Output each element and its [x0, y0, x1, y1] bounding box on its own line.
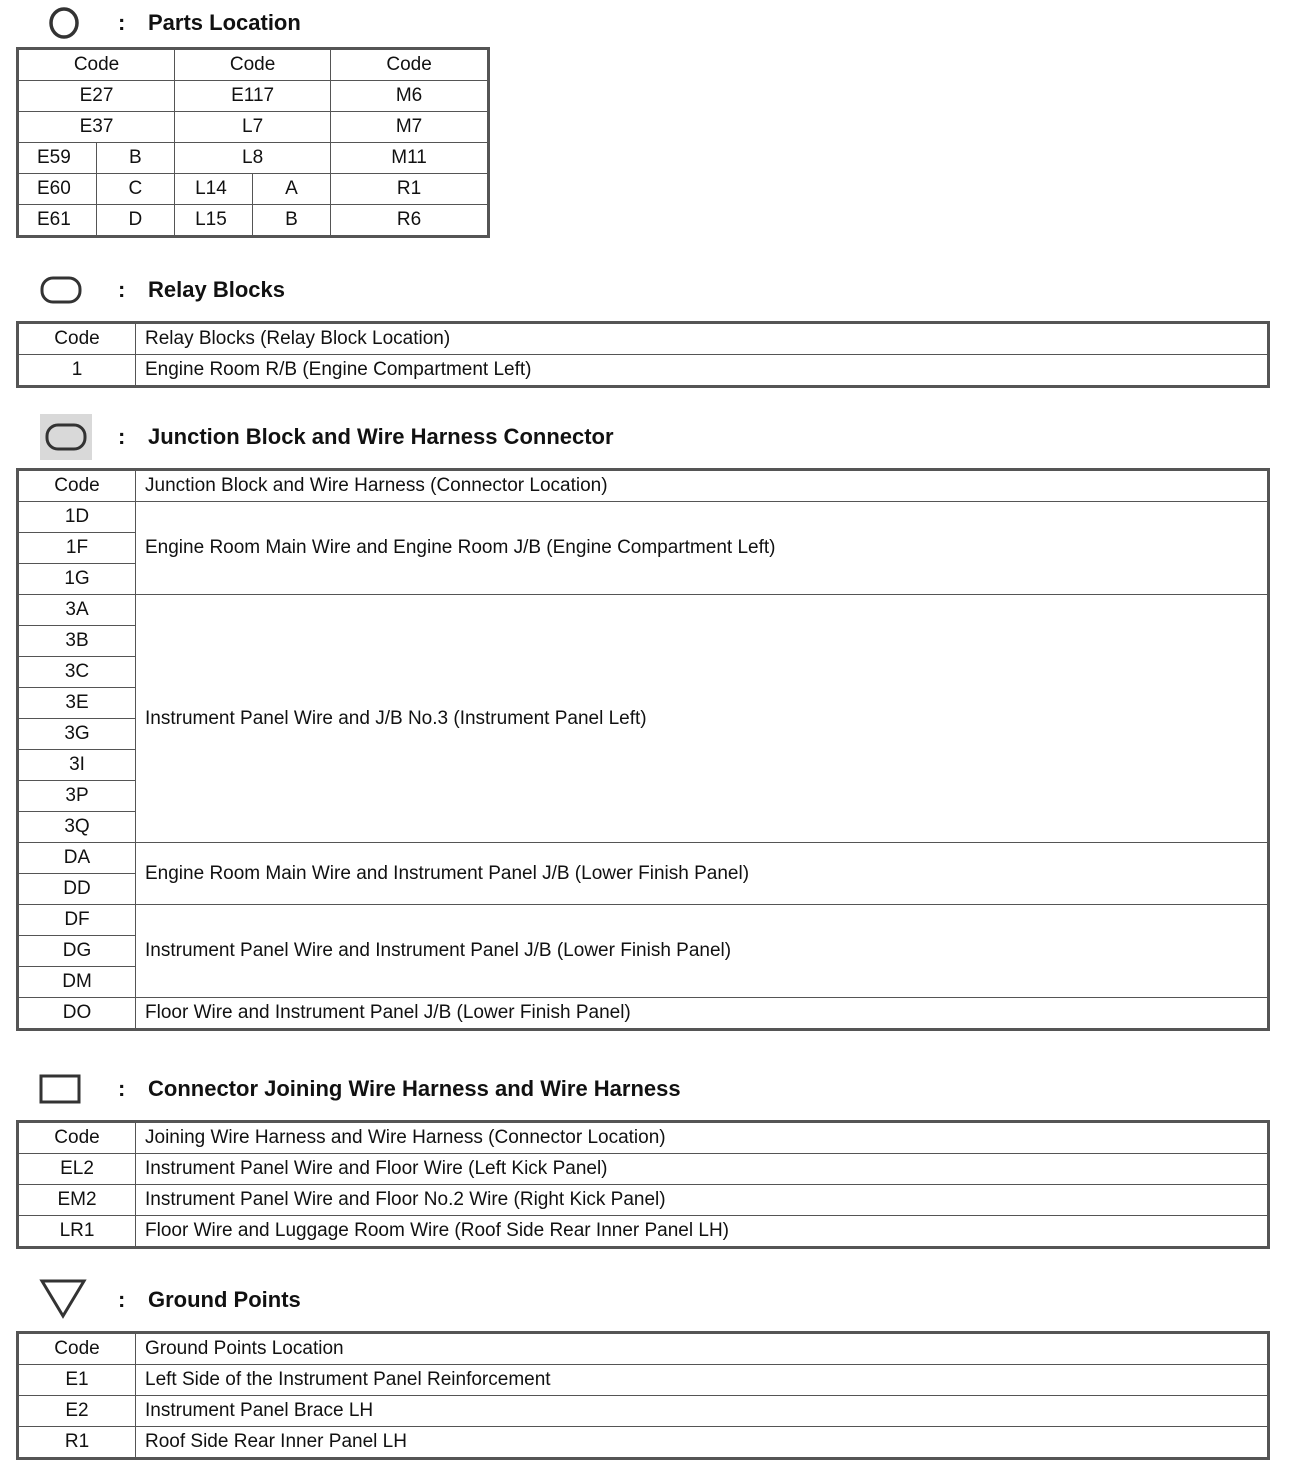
location-cell: Instrument Panel Wire and Instrument Panel J/B (Lower Finish Panel): [136, 905, 1269, 998]
triangle-down-icon: [38, 1278, 88, 1320]
table-row: [18, 1154, 1269, 1185]
location-cell: Instrument Panel Wire and Floor No.2 Wire (Right Kick Panel): [136, 1185, 1269, 1216]
code-cell: LR1: [18, 1216, 136, 1248]
code-cell: E60: [18, 174, 97, 205]
column-header: Code: [331, 49, 489, 81]
code-cell: E37: [18, 112, 175, 143]
code-cell: M7: [331, 112, 489, 143]
location-cell: Roof Side Rear Inner Panel LH: [136, 1427, 1269, 1459]
code-cell: L7: [175, 112, 331, 143]
code-cell: L8: [175, 143, 331, 174]
table-row: [18, 143, 489, 174]
location-cell: Floor Wire and Luggage Room Wire (Roof Side Rear Inner Panel LH): [136, 1216, 1269, 1248]
code-cell: 3P: [18, 781, 136, 812]
code-cell: DA: [18, 843, 136, 874]
code-cell: E2: [18, 1396, 136, 1427]
table-row: [18, 1427, 1269, 1459]
table-header-row: [18, 49, 489, 81]
section-title: Parts Location: [148, 10, 301, 35]
table-row: [18, 205, 489, 237]
code-cell: 1: [18, 355, 136, 387]
code-cell: 1G: [18, 564, 136, 595]
circle-icon: [46, 5, 82, 41]
code-cell: 3A: [18, 595, 136, 626]
location-cell: Instrument Panel Wire and J/B No.3 (Instrument Panel Left): [136, 595, 1269, 843]
code-cell: 1F: [18, 533, 136, 564]
table-row: [18, 112, 489, 143]
table-header-row: [18, 323, 1269, 355]
table-row: [18, 502, 1269, 533]
code-cell: L15: [175, 205, 253, 237]
table-row: [18, 1396, 1269, 1427]
table-row: [18, 1216, 1269, 1248]
table-header-row: [18, 470, 1269, 502]
code-cell: M11: [331, 143, 489, 174]
table-row: [18, 174, 489, 205]
column-header: Code: [18, 1122, 136, 1154]
code-cell: E59: [18, 143, 97, 174]
column-header: Relay Blocks (Relay Block Location): [136, 323, 1269, 355]
table-row: [18, 81, 489, 112]
rounded-rect-icon: [40, 275, 84, 305]
code-cell: DD: [18, 874, 136, 905]
column-header: Junction Block and Wire Harness (Connector Location): [136, 470, 1269, 502]
variant-cell: A: [252, 174, 330, 205]
table-row: [18, 355, 1269, 387]
code-cell: L14: [175, 174, 253, 205]
code-cell: R6: [331, 205, 489, 237]
table-row: [18, 843, 1269, 874]
code-cell: E117: [175, 81, 331, 112]
variant-cell: B: [96, 143, 174, 174]
section-title: Ground Points: [148, 1287, 301, 1312]
heading-colon: :: [118, 424, 126, 449]
code-cell: E61: [18, 205, 97, 237]
relay-blocks-table: [16, 321, 1270, 388]
parts-location-table: [16, 47, 490, 238]
junction-block-table: [16, 468, 1270, 1031]
location-cell: Engine Room Main Wire and Instrument Panel J/B (Lower Finish Panel): [136, 843, 1269, 905]
table-row: [18, 905, 1269, 936]
section-title: Connector Joining Wire Harness and Wire Harness: [148, 1076, 681, 1101]
code-cell: DG: [18, 936, 136, 967]
column-header: Code: [18, 1333, 136, 1365]
table-row: [18, 998, 1269, 1030]
code-cell: E27: [18, 81, 175, 112]
heading-colon: :: [118, 10, 126, 35]
shaded-rounded-rect-icon: [38, 412, 94, 462]
column-header: Code: [18, 49, 175, 81]
code-cell: 3B: [18, 626, 136, 657]
table-row: [18, 1185, 1269, 1216]
column-header: Code: [175, 49, 331, 81]
location-cell: Left Side of the Instrument Panel Reinforcement: [136, 1365, 1269, 1396]
column-header: Ground Points Location: [136, 1333, 1269, 1365]
code-cell: 3E: [18, 688, 136, 719]
code-cell: 3C: [18, 657, 136, 688]
location-cell: Instrument Panel Brace LH: [136, 1396, 1269, 1427]
code-cell: 3G: [18, 719, 136, 750]
variant-cell: B: [252, 205, 330, 237]
code-cell: M6: [331, 81, 489, 112]
variant-cell: D: [96, 205, 174, 237]
code-cell: EM2: [18, 1185, 136, 1216]
table-row: [18, 1365, 1269, 1396]
connector-joining-table: [16, 1120, 1270, 1249]
code-cell: R1: [18, 1427, 136, 1459]
column-header: Joining Wire Harness and Wire Harness (Connector Location): [136, 1122, 1269, 1154]
rectangle-icon: [39, 1073, 83, 1105]
section-title: Relay Blocks: [148, 277, 285, 302]
column-header: Code: [18, 323, 136, 355]
location-cell: Engine Room Main Wire and Engine Room J/B (Engine Compartment Left): [136, 502, 1269, 595]
section-title: Junction Block and Wire Harness Connector: [148, 424, 614, 449]
location-cell: Instrument Panel Wire and Floor Wire (Left Kick Panel): [136, 1154, 1269, 1185]
location-cell: Engine Room R/B (Engine Compartment Left): [136, 355, 1269, 387]
code-cell: DF: [18, 905, 136, 936]
column-header: Code: [18, 470, 136, 502]
code-cell: 3Q: [18, 812, 136, 843]
code-cell: R1: [331, 174, 489, 205]
heading-colon: :: [118, 1076, 126, 1101]
table-row: [18, 595, 1269, 626]
location-cell: Floor Wire and Instrument Panel J/B (Lower Finish Panel): [136, 998, 1269, 1030]
code-cell: 1D: [18, 502, 136, 533]
ground-points-table: [16, 1331, 1270, 1460]
code-cell: DM: [18, 967, 136, 998]
code-cell: E1: [18, 1365, 136, 1396]
heading-colon: :: [118, 1287, 126, 1312]
code-cell: DO: [18, 998, 136, 1030]
heading-colon: :: [118, 277, 126, 302]
variant-cell: C: [96, 174, 174, 205]
table-header-row: [18, 1122, 1269, 1154]
table-header-row: [18, 1333, 1269, 1365]
code-cell: EL2: [18, 1154, 136, 1185]
code-cell: 3I: [18, 750, 136, 781]
